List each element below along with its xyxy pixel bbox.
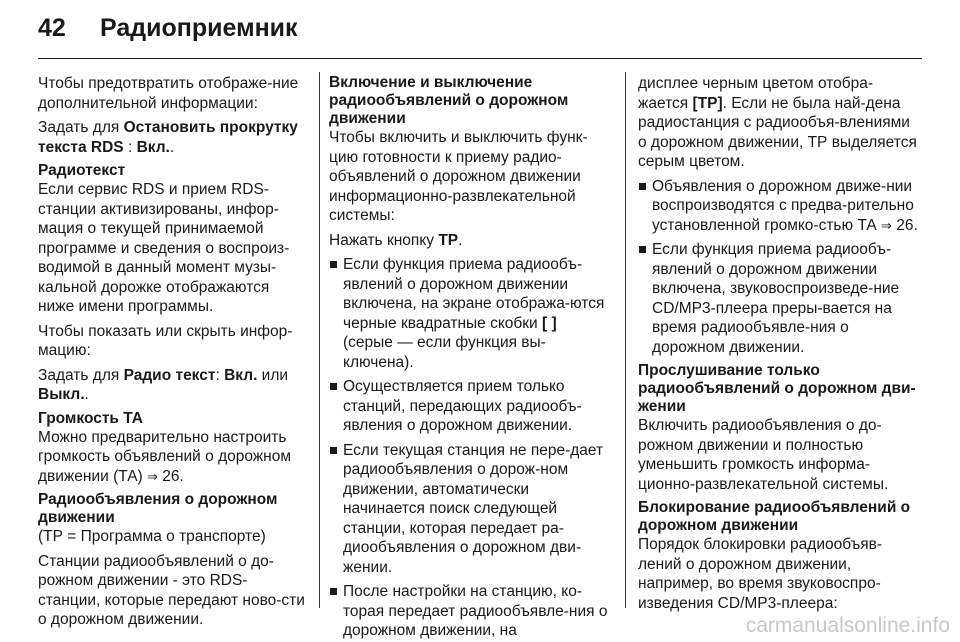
list-item: После настройки на станцию, ко-торая передает радиообъявле-ния о дорожном движении, на bbox=[329, 582, 610, 641]
button-name: TP bbox=[438, 231, 459, 249]
paragraph: Чтобы предотвратить отображе-ние дополнительной информации: bbox=[38, 75, 299, 112]
paragraph: дисплее черным цветом отобра-жается [TP]. Если не была най-дена радиостанция с радиообъя-влениями о дорожном движении, ТР выделяется серым цветом. bbox=[638, 75, 917, 170]
header-rule bbox=[38, 58, 922, 59]
section-heading: Громкость ТА bbox=[38, 409, 143, 427]
page-reference-arrow-icon: ⇒ bbox=[147, 468, 158, 484]
page-reference-arrow-icon: ⇒ bbox=[881, 217, 892, 233]
column-2 bbox=[329, 74, 610, 642]
section-heading: Радиотекст bbox=[38, 162, 126, 179]
section-heading: Блокирование радиообъявлений о дорожном движении bbox=[638, 499, 911, 534]
paragraph: Станции радиообъявлений о до-рожном движении - это RDS-станции, которые передают ново-сти о дорожном движении. bbox=[38, 552, 305, 628]
paragraph: Порядок блокировки радиообъяв-лений о дорожном движении, например, во время звуковоспро-изведения CD/MP3-плеера: bbox=[638, 536, 883, 612]
paragraph: Нажать кнопку TP. bbox=[329, 231, 463, 249]
page-header bbox=[38, 14, 298, 54]
paragraph: Если сервис RDS и прием RDS-станции активизированы, инфор-мация о текущей принимаемой программе и сведения о воспроиз-водимой в данный момент музы-кальной дорожке отображаются ниже имени программы. bbox=[38, 181, 290, 315]
setting-value: Вкл. bbox=[224, 366, 258, 384]
list-item: Если функция приема радиообъ-явлений о дорожном движении включена, звуковоспроизведе-ние CD/MP3-плеера преры-вается на время радиообъявле-ния о дорожном движении. bbox=[638, 240, 920, 357]
setting-name: Радио текст bbox=[123, 366, 216, 384]
section-heading: Прослушивание только радиообъявлений о дорожном дви-жении bbox=[638, 362, 916, 415]
column-divider-1 bbox=[319, 72, 320, 608]
section-heading: Радиообъявления о дорожном движении bbox=[38, 491, 278, 526]
page-number: 42 bbox=[38, 14, 66, 42]
column-divider-2 bbox=[625, 72, 626, 608]
list-item: Если функция приема радиообъ-явлений о дорожном движении включена, на экране отобража-ются черные квадратные скобки [ ] (серые — если функция вы-ключена). bbox=[329, 255, 610, 372]
paragraph: Чтобы включить и выключить функ-цию готовности к приему радио-объявлений о дорожном движении информационно-развлекательной системы: bbox=[329, 129, 588, 224]
list-item: Осуществляется прием только станций, передающих радиообъ-явления о дорожном движении. bbox=[329, 377, 610, 436]
paragraph: Задать для Радио текст: Вкл. или Выкл.. bbox=[38, 366, 289, 403]
list-item: Если текущая станция не пере-дает радиообъявления о дорож-ном движении, автоматически начинается поиск следующей станции, которая передает ра-диообъявления о дорожном дви-жении. bbox=[329, 441, 610, 578]
column-3 bbox=[638, 74, 920, 618]
section-heading: Включение и выключение радиообъявлений о дорожном движении bbox=[329, 74, 569, 127]
paragraph: Чтобы показать или скрыть инфор-мацию: bbox=[38, 322, 293, 359]
paragraph: Можно предварительно настроить громкость объявлений о дорожном движении (ТА) ⇒ 26. bbox=[38, 428, 292, 485]
paragraph: (ТР = Программа о транспорте) bbox=[38, 528, 266, 545]
watermark: carmanualsonline.info bbox=[745, 614, 950, 637]
column-1 bbox=[38, 74, 308, 635]
setting-value: Выкл. bbox=[38, 386, 85, 403]
tp-indicator: [TP] bbox=[692, 94, 723, 112]
page-reference[interactable]: 26. bbox=[162, 467, 184, 485]
list-item: Объявления о дорожном движе-нии воспроизводятся с предва-рительно установленной громко-стью ТА ⇒ 26. bbox=[638, 177, 920, 236]
page-reference[interactable]: 26. bbox=[896, 216, 918, 234]
setting-value: Вкл. bbox=[136, 138, 170, 156]
page-title: Радиоприемник bbox=[100, 14, 298, 42]
paragraph: Задать для Остановить прокрутку текста RDS : Вкл.. bbox=[38, 119, 298, 156]
bracket-symbol: [ ] bbox=[542, 314, 557, 332]
setting-name: Остановить прокрутку текста RDS bbox=[38, 119, 298, 156]
paragraph: Включить радиообъявления о до-рожном движении и полностью уменьшить громкость информа-ционно-развлекательной системы. bbox=[638, 417, 889, 493]
